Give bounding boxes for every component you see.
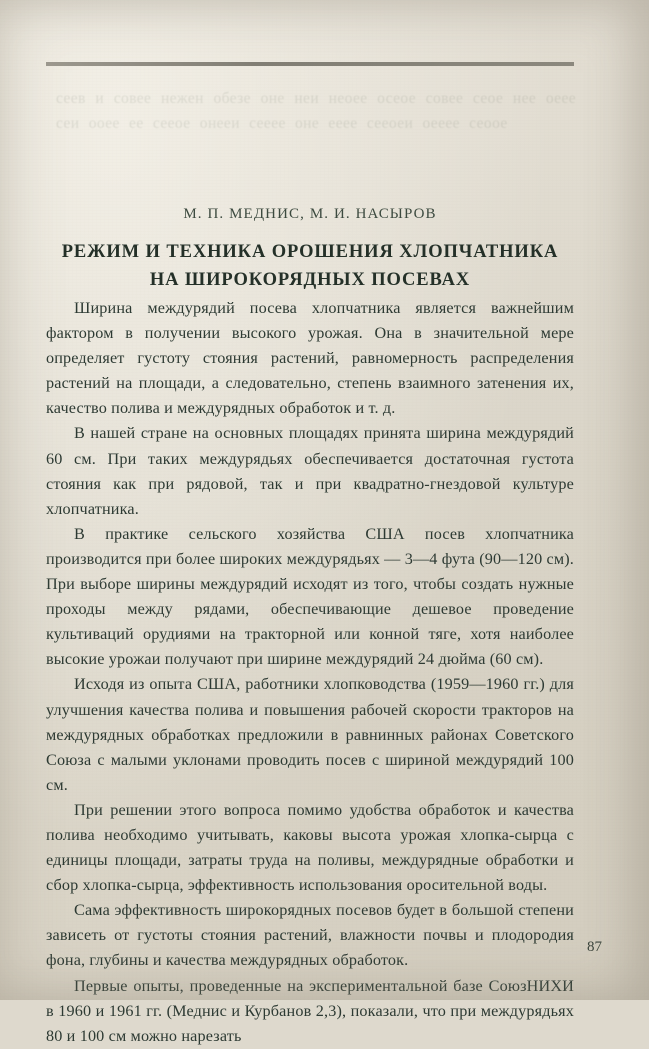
- paragraph: Первые опыты, проведенные на экспериментальной базе СоюзНИХИ в 1960 и 1961 гг. (Меднис и Курбанов 2,3), показали, что при междурядьях 80 и 100 см можно нарезать: [46, 976, 574, 1045]
- article-title: [46, 238, 574, 294]
- article-body: [46, 296, 574, 1049]
- show-through-text: сеев и совее нежен обезе оне неи неоее осеое совее сеое нее оеее сеи ооее ее сееое онееи сееее оне ееее сееоеи оееее сеоое: [56, 90, 576, 132]
- authors-line: М. П. МЕДНИС, М. И. НАСЫРОВ: [183, 206, 437, 222]
- article-title-line-2: НА ШИРОКОРЯДНЫХ ПОСЕВАХ: [149, 270, 471, 290]
- page-content: [46, 0, 604, 1045]
- header-rule: [46, 62, 574, 66]
- paragraph: При решении этого вопроса помимо удобства обработок и качества полива необходимо учитывать, каковы высота урожая хлопка-сырца с единицы площади, затраты труда на поливы, междурядные обработки и сбор хлопка-сырца, эффективность использования оросительной воды.: [46, 800, 574, 895]
- paragraph: Исходя из опыта США, работники хлопководства (1959—1960 гг.) для улучшения качества полива и повышения рабочей скорости тракторов на междурядных обработках предложили в равнинных районах Советского Союза с малыми уклонами проводить посев с шириной междурядий 100 см.: [46, 675, 574, 794]
- paragraph: В практике сельского хозяйства США посев хлопчатника производится при более широких междурядьях — 3—4 фута (90—120 см). При выборе ширины междурядий исходят из того, чтобы создать нужные проходы между рядами, обеспечивающие дешевое проведение культиваций орудиями на тракторной или конной тяге, хотя наиболее высокие урожаи получают при ширине междурядий 24 дюйма (60 см).: [46, 524, 574, 669]
- paragraph: Ширина междурядий посева хлопчатника является важнейшим фактором в получении высокого урожая. Она в значительной мере определяет густоту стояния растений, равномерность распределения растений на площади, а следовательно, степень взаимного затенения их, качество полива и междурядных обработок и т. д.: [46, 299, 574, 418]
- paragraph: Сама эффективность широкорядных посевов будет в большой степени зависеть от густоты стояния растений, влажности почвы и плодородия фона, глубины и качества междурядных обработок.: [46, 901, 574, 970]
- paragraph: В нашей стране на основных площадях принята ширина междурядий 60 см. При таких междурядьях обеспечивается достаточная густота стояния как при рядовой, так и при квадратно-гнездовой культуре хлопчатника.: [46, 424, 574, 518]
- article-title-line-1: РЕЖИМ И ТЕХНИКА ОРОШЕНИЯ ХЛОПЧАТНИКА: [61, 242, 559, 262]
- page-number: 87: [587, 939, 602, 955]
